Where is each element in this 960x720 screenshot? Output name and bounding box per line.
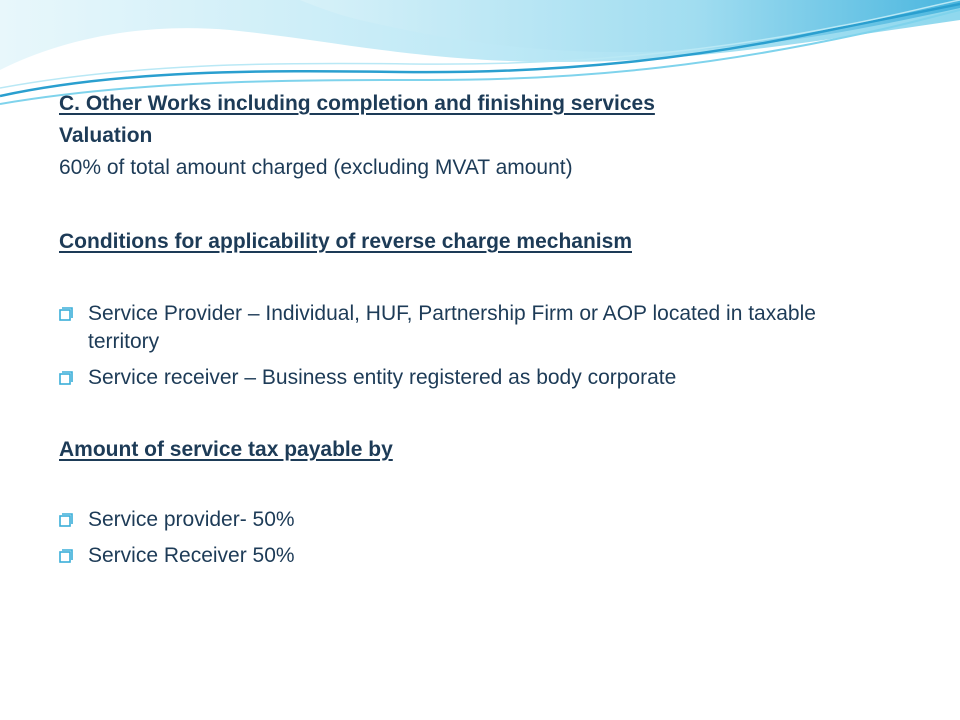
hollow-square-bullet-icon	[59, 513, 73, 527]
valuation-text: 60% of total amount charged (excluding MVAT amount)	[59, 156, 573, 179]
list-item-text: Service Provider – Individual, HUF, Partnership Firm or AOP located in taxable territory	[88, 302, 816, 353]
list-item-text: Service provider- 50%	[88, 508, 295, 531]
list-item-text: Service receiver – Business entity registered as body corporate	[88, 366, 677, 389]
list-item	[59, 364, 919, 392]
amount-heading: Amount of service tax payable by	[59, 438, 393, 461]
list-item	[59, 300, 919, 356]
valuation-label: Valuation	[59, 124, 153, 147]
list-item	[59, 506, 919, 534]
list-item-text: Service Receiver 50%	[88, 544, 295, 567]
slide-content	[59, 88, 919, 578]
hollow-square-bullet-icon	[59, 307, 73, 321]
hollow-square-bullet-icon	[59, 549, 73, 563]
list-item	[59, 542, 919, 570]
conditions-heading: Conditions for applicability of reverse charge mechanism	[59, 230, 632, 253]
slide-heading: C. Other Works including completion and finishing services	[59, 92, 655, 115]
hollow-square-bullet-icon	[59, 371, 73, 385]
